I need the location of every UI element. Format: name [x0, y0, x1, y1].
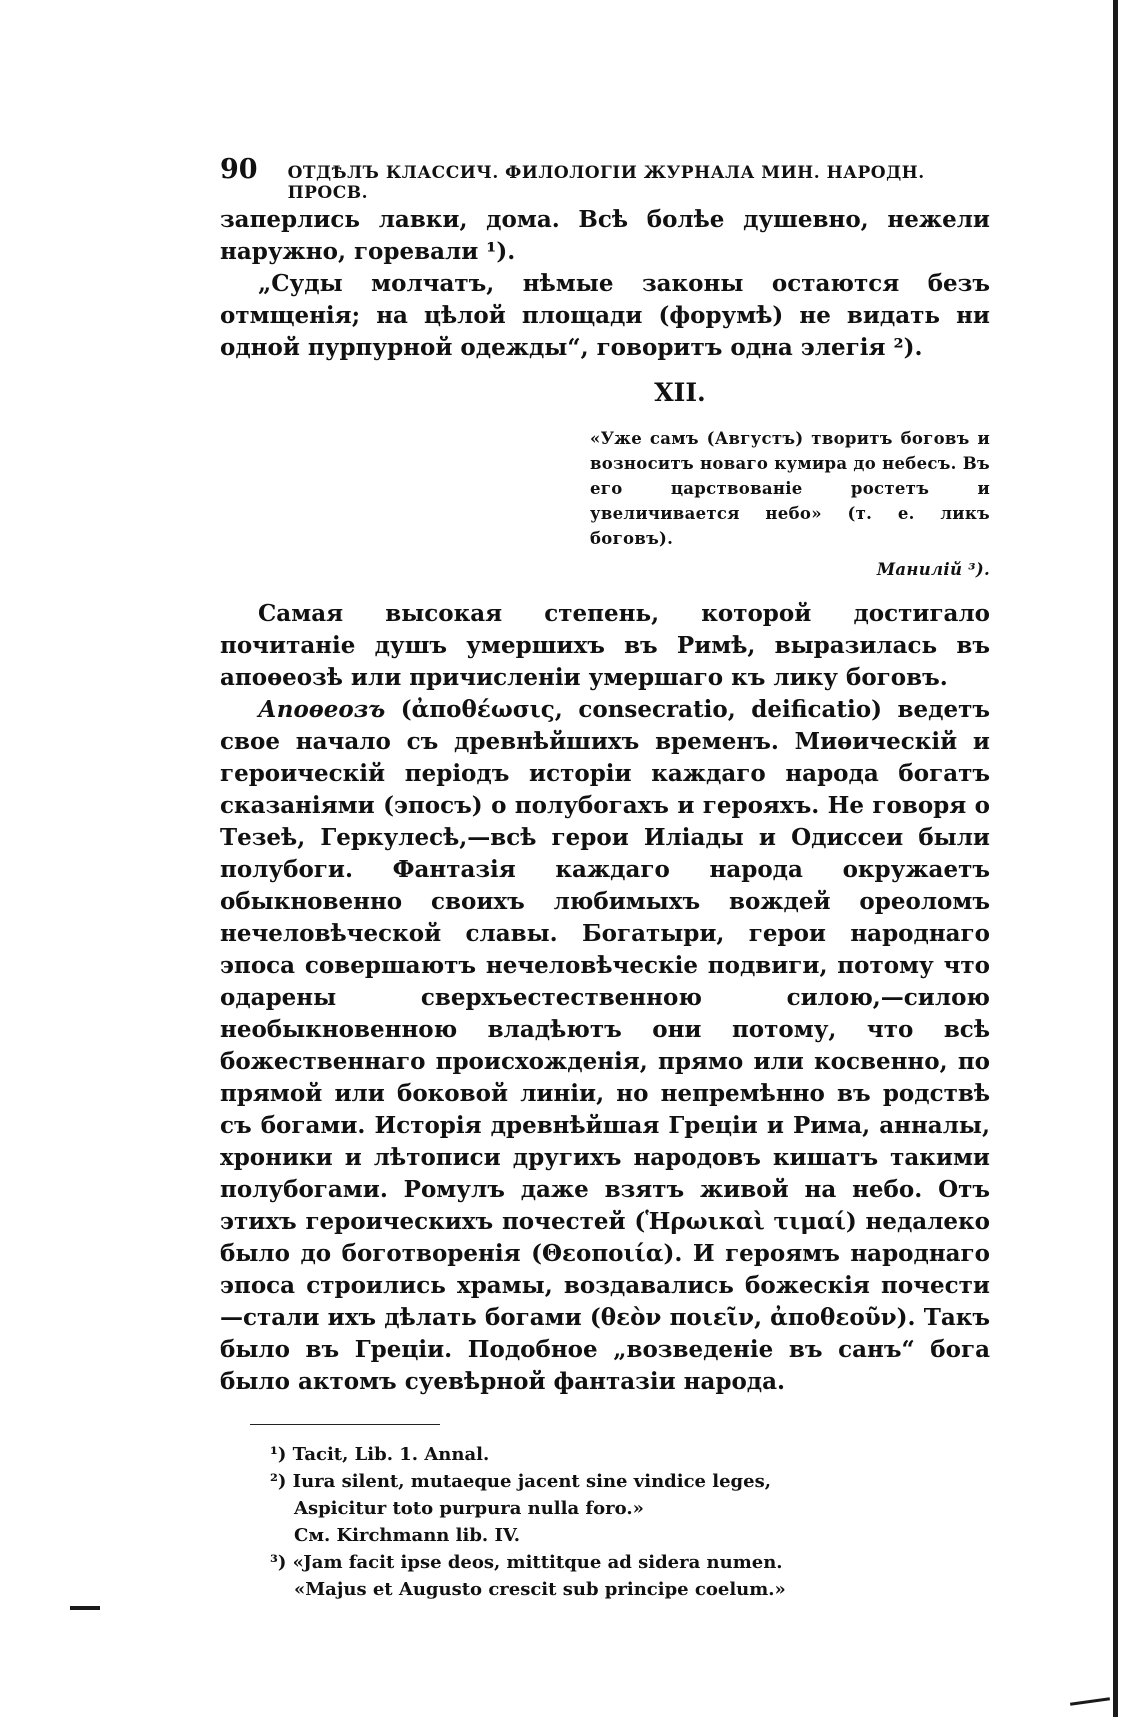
footnote-1: ¹) Tacit, Lib. 1. Annal. [270, 1444, 490, 1465]
paragraph-elegy-quote: „Суды молчатъ, нѣмые законы остаются безъ отмщенія; на цѣлой площади (форумѣ) не видать ни одной пурпурной одежды“, говоритъ одна элегія ²). [220, 270, 990, 361]
footnote-rule [250, 1424, 440, 1425]
term-apotheosis: Апоѳеозъ [258, 696, 386, 723]
paragraph-apotheosis-text: (ἀποθέωσις, consecratio, deificatio) ведетъ свое начало съ древнѣйшихъ временъ. Миѳическій и героическій періодъ исторіи каждаго народа богатъ сказаніями (эпосъ) о полубогахъ и герояхъ. Не говоря о Тезеѣ, Геркулесѣ,—всѣ герои Иліады и Одиссеи были полубоги. Фантазія каждаго народа окружаетъ обыкновенно своихъ любимыхъ вождей ореоломъ нечеловѣческой славы. Богатыри, герои народнаго эпоса совершаютъ нечеловѣческіе подвиги, потому что одарены сверхъестественною силою,—силою необыкновенною владѣютъ они потому, что всѣ божественнаго происхожденія, прямо или косвенно, по прямой или боковой линіи, но непремѣнно въ родствѣ съ богами. Исторія древнѣйшая Греціи и Рима, анналы, хроники и лѣтописи другихъ народовъ кишатъ такими полубогами. Ромулъ даже взятъ живой на небо. Отъ этихъ героическихъ почестей (Ἡρωικαὶ τιμαί) недалеко было до боготворенія (Θεοποιία). И героямъ народнаго эпоса строились храмы, воздавались божескія почести—стали ихъ дѣлать богами (θεὸν ποιεῖν, ἀποθεοῦν). Такъ было въ Греціи. Подобное „возведеніе въ санъ“ бога было актомъ суевѣрной фантазіи народа. [220, 696, 990, 1395]
footnotes [270, 1441, 990, 1603]
scan-mark [70, 1606, 100, 1610]
footnote-2-line-2: Aspicitur toto purpura nulla foro.» [294, 1498, 644, 1519]
footnote-3-line-2: «Majus et Augusto crescit sub principe coelum.» [294, 1579, 786, 1600]
page-body [220, 204, 990, 1603]
section-number: XII. [654, 378, 706, 407]
epigraph-source: Манилій ³). [876, 560, 990, 579]
footnote-2-line-1: ²) Iura silent, mutaeque jacent sine vindice leges, [270, 1471, 771, 1492]
page-number: 90 [220, 154, 258, 185]
running-head: ОТДѢЛЪ КЛАССИЧ. ФИЛОЛОГІИ ЖУРНАЛА МИН. НАРОДН. ПРОСВ. [287, 163, 925, 203]
epigraph [590, 426, 990, 582]
page-header [220, 154, 990, 203]
main-text [220, 598, 990, 1398]
paragraph-continuation: заперлись лавки, дома. Всѣ болѣе душевно, нежели наружно, горевали ¹). [220, 206, 990, 265]
footnote-2-line-3: См. Kirchmann lib. IV. [294, 1525, 520, 1546]
paragraph-apotheosis [220, 694, 990, 1398]
paragraph-apotheosis-intro: Самая высокая степень, которой достигало почитаніе душъ умершихъ въ Римѣ, выразилась въ апоѳеозѣ или причисленіи умершаго къ лику боговъ. [220, 600, 990, 691]
corner-mark [1070, 1697, 1110, 1706]
page-edge-shadow [1113, 0, 1118, 1717]
epigraph-text: «Уже самъ (Августъ) творитъ боговъ и возноситъ новаго кумира до небесъ. Въ его царствованіе ростетъ и увеличивается небо» (т. е. ликъ боговъ). [590, 429, 990, 548]
footnote-3-line-1: ³) «Jam facit ipse deos, mittitque ad sidera numen. [270, 1552, 783, 1573]
